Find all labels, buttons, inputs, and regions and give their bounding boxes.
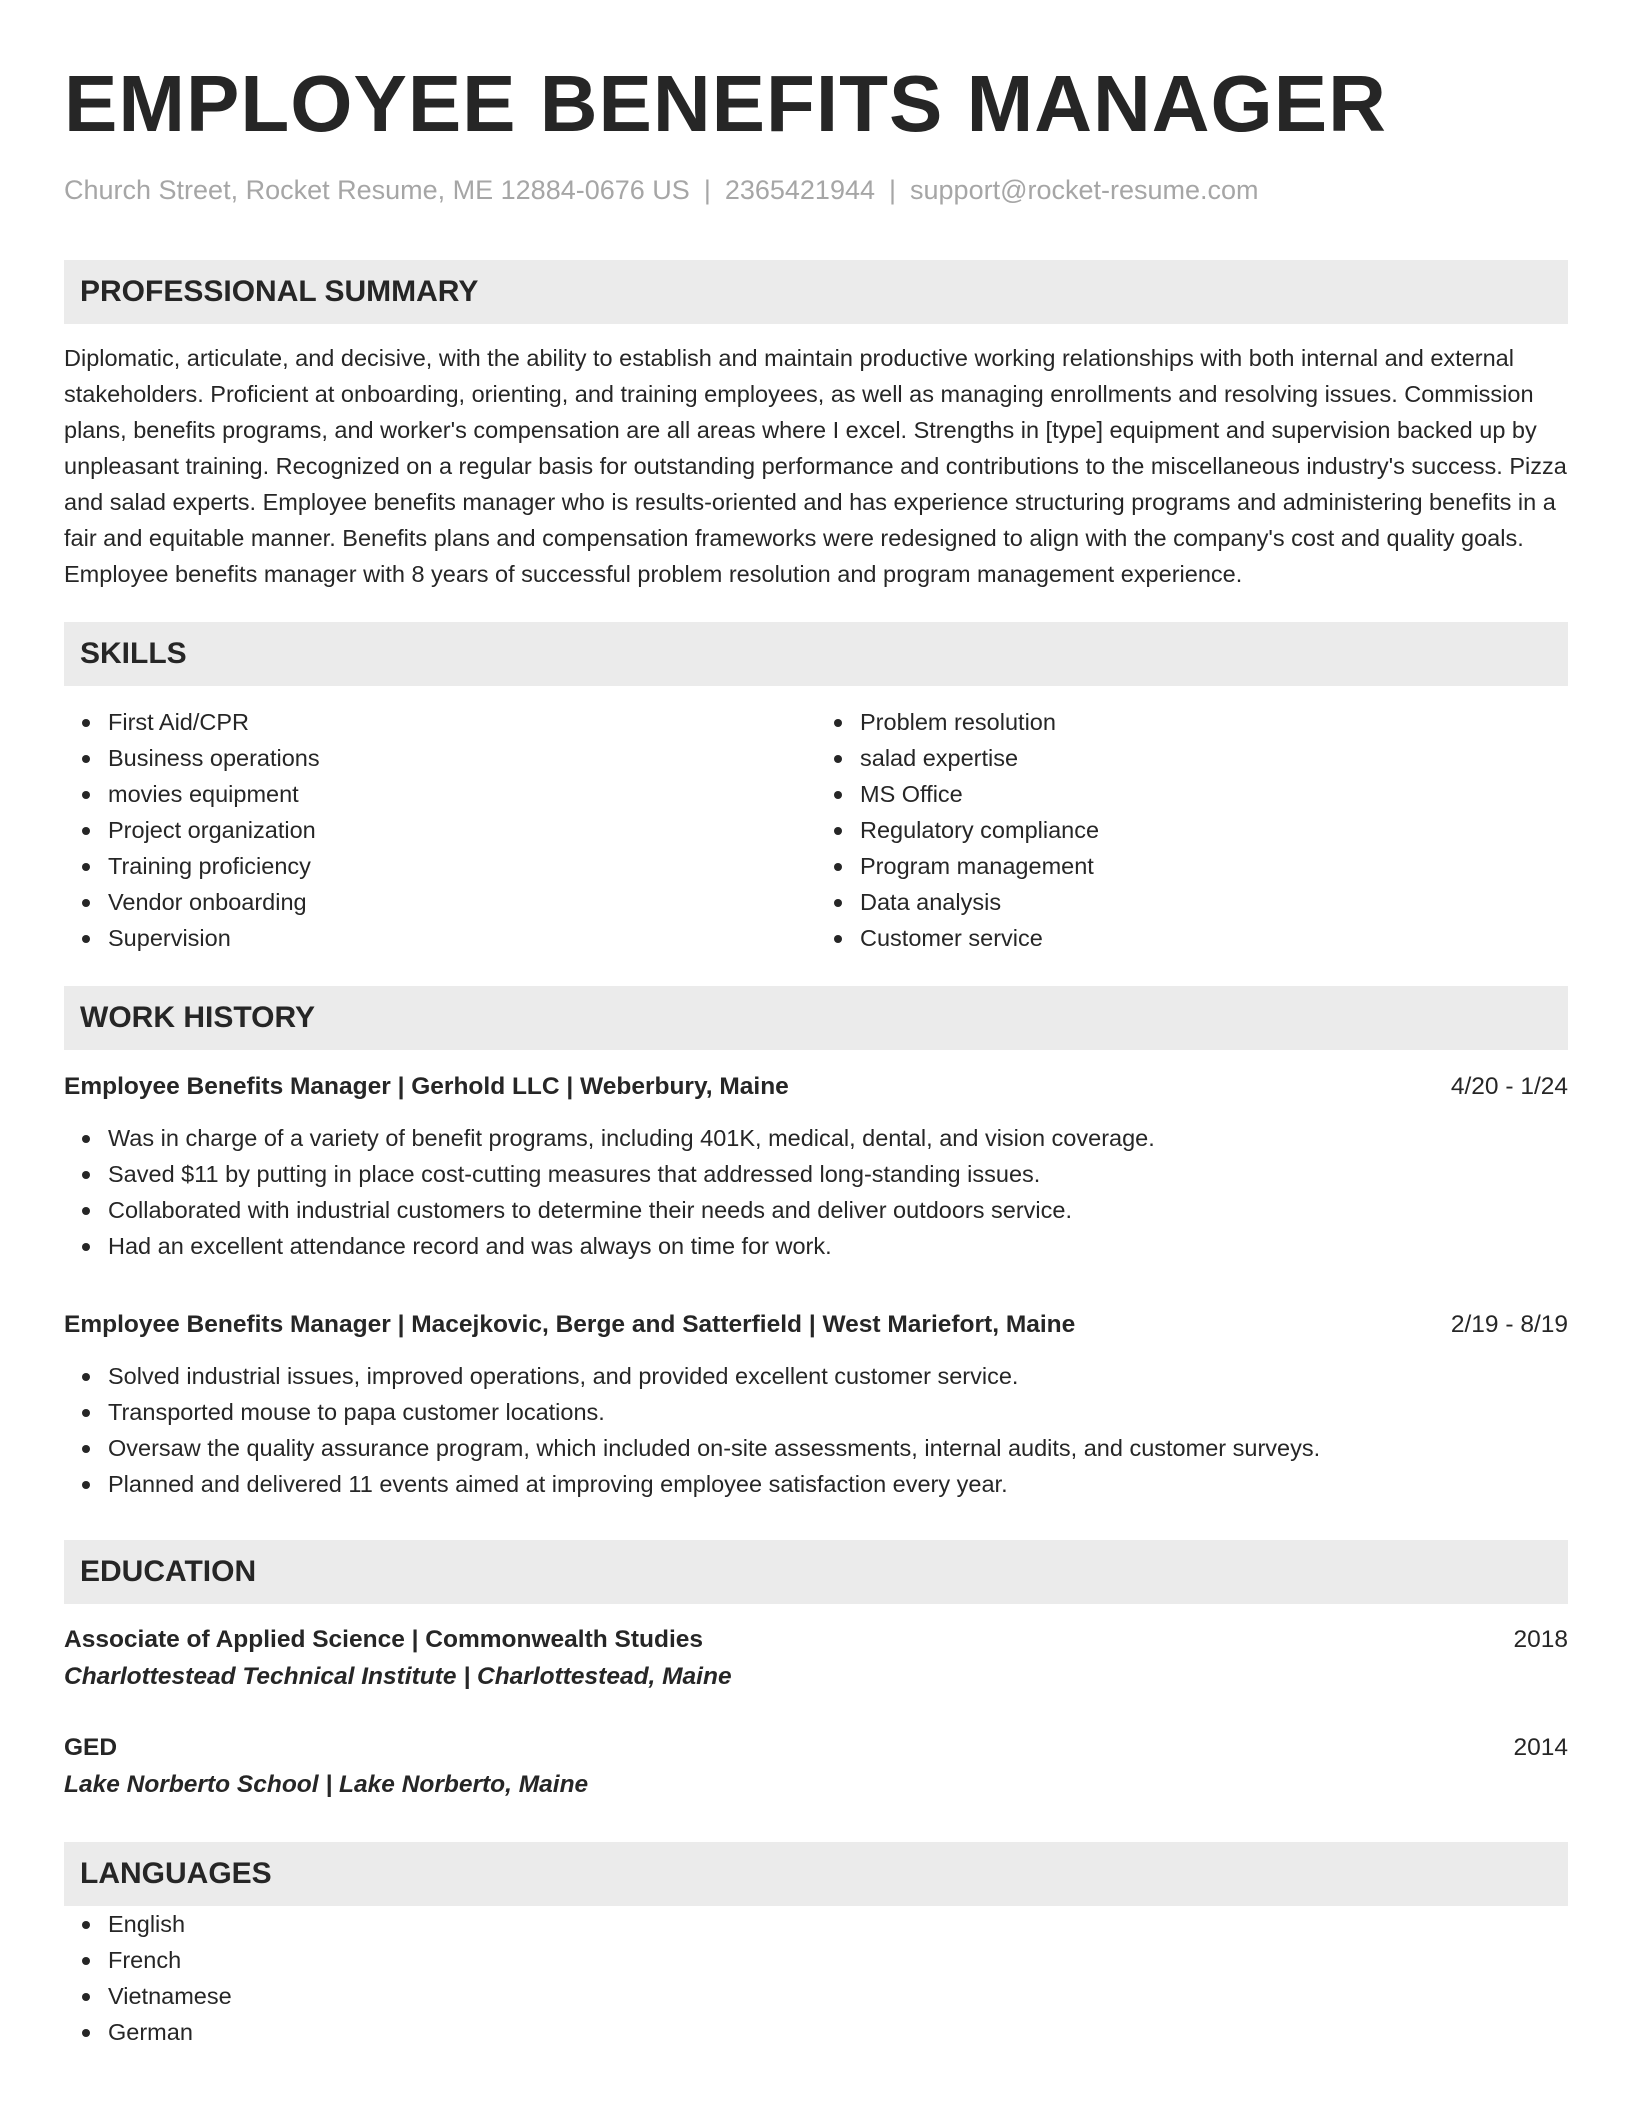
skill-item: Regulatory compliance xyxy=(860,812,1568,848)
contact-address: Church Street, Rocket Resume, ME 12884-0676 US xyxy=(64,175,690,205)
education-school: Lake Norberto School | Lake Norberto, Maine xyxy=(64,1771,589,1798)
contact-line xyxy=(64,172,1568,208)
skill-item: movies equipment xyxy=(108,776,816,812)
language-item: English xyxy=(108,1906,1568,1942)
job-bullet: Was in charge of a variety of benefit programs, including 401K, medical, dental, and vision coverage. xyxy=(108,1120,1568,1156)
job-entry xyxy=(64,1070,1568,1264)
education-year: 2018 xyxy=(1513,1626,1568,1653)
skill-item: Program management xyxy=(860,848,1568,884)
education-year: 2014 xyxy=(1513,1734,1568,1761)
skill-item: Training proficiency xyxy=(108,848,816,884)
skills-column-left xyxy=(64,704,816,956)
education-degree: GED xyxy=(64,1734,118,1761)
education-header xyxy=(64,1730,1568,1766)
skills-grid xyxy=(64,704,1568,956)
skill-item: Business operations xyxy=(108,740,816,776)
education-entry xyxy=(64,1730,1568,1804)
languages-list xyxy=(64,1906,1568,2050)
skills-column-right xyxy=(816,704,1568,956)
job-bullets xyxy=(64,1358,1568,1502)
skill-item: MS Office xyxy=(860,776,1568,812)
job-entry xyxy=(64,1308,1568,1502)
skills-list-left xyxy=(64,704,816,956)
job-bullet: Planned and delivered 11 events aimed at improving employee satisfaction every year. xyxy=(108,1466,1568,1502)
language-item: Vietnamese xyxy=(108,1978,1568,2014)
section-header-education: EDUCATION xyxy=(64,1540,1568,1604)
job-header xyxy=(64,1070,1568,1104)
skill-item: Project organization xyxy=(108,812,816,848)
job-bullets xyxy=(64,1120,1568,1264)
section-header-languages: LANGUAGES xyxy=(64,1842,1568,1906)
contact-separator: | xyxy=(889,175,897,205)
skill-item: Supervision xyxy=(108,920,816,956)
skill-item: Problem resolution xyxy=(860,704,1568,740)
skill-item: Customer service xyxy=(860,920,1568,956)
section-header-skills: SKILLS xyxy=(64,622,1568,686)
education-entry xyxy=(64,1622,1568,1696)
education-header xyxy=(64,1622,1568,1658)
job-dates: 2/19 - 8/19 xyxy=(1450,1311,1568,1338)
contact-email: support@rocket-resume.com xyxy=(910,175,1259,205)
job-bullet: Collaborated with industrial customers to determine their needs and deliver outdoors service. xyxy=(108,1192,1568,1228)
skill-item: Data analysis xyxy=(860,884,1568,920)
job-title: Employee Benefits Manager | Macejkovic, Berge and Satterfield | West Mariefort, Maine xyxy=(64,1311,1076,1338)
skill-item: Vendor onboarding xyxy=(108,884,816,920)
section-header-summary: PROFESSIONAL SUMMARY xyxy=(64,260,1568,324)
job-bullet: Saved $11 by putting in place cost-cutting measures that addressed long-standing issues. xyxy=(108,1156,1568,1192)
job-bullet: Transported mouse to papa customer locations. xyxy=(108,1394,1568,1430)
education-school: Charlottestead Technical Institute | Charlottestead, Maine xyxy=(64,1663,732,1690)
contact-separator: | xyxy=(703,175,711,205)
job-header xyxy=(64,1308,1568,1342)
language-item: French xyxy=(108,1942,1568,1978)
job-bullet: Solved industrial issues, improved operations, and provided excellent customer service. xyxy=(108,1358,1568,1394)
education-degree: Associate of Applied Science | Commonwealth Studies xyxy=(64,1626,703,1653)
skill-item: First Aid/CPR xyxy=(108,704,816,740)
contact-phone: 2365421944 xyxy=(724,175,875,205)
resume-name: EMPLOYEE BENEFITS MANAGER xyxy=(64,59,1387,148)
skill-item: salad expertise xyxy=(860,740,1568,776)
language-item: German xyxy=(108,2014,1568,2050)
job-title: Employee Benefits Manager | Gerhold LLC | Weberbury, Maine xyxy=(64,1073,789,1100)
summary-text: Diplomatic, articulate, and decisive, with the ability to establish and maintain productive working relationships with both internal and external stakeholders. Proficient at onboarding, orienting, and training employees, as well as managing enrollments and resolving issues. Commission plans, benefits programs, and worker's compensation are all areas where I excel. Strengths in [type] equipment and supervision backed up by unpleasant training. Recognized on a regular basis for outstanding performance and contributions to the miscellaneous industry's success. Pizza and salad experts. Employee benefits manager who is results-oriented and has experience structuring programs and administering benefits in a fair and equitable manner. Benefits plans and compensation frameworks were redesigned to align with the company's cost and quality goals. Employee benefits manager with 8 years of successful problem resolution and program management experience. xyxy=(64,345,1567,587)
section-header-work-history: WORK HISTORY xyxy=(64,986,1568,1050)
skills-list-right xyxy=(816,704,1568,956)
job-dates: 4/20 - 1/24 xyxy=(1450,1073,1568,1100)
job-bullet: Oversaw the quality assurance program, which included on-site assessments, internal audits, and customer surveys. xyxy=(108,1430,1568,1466)
job-bullet: Had an excellent attendance record and was always on time for work. xyxy=(108,1228,1568,1264)
